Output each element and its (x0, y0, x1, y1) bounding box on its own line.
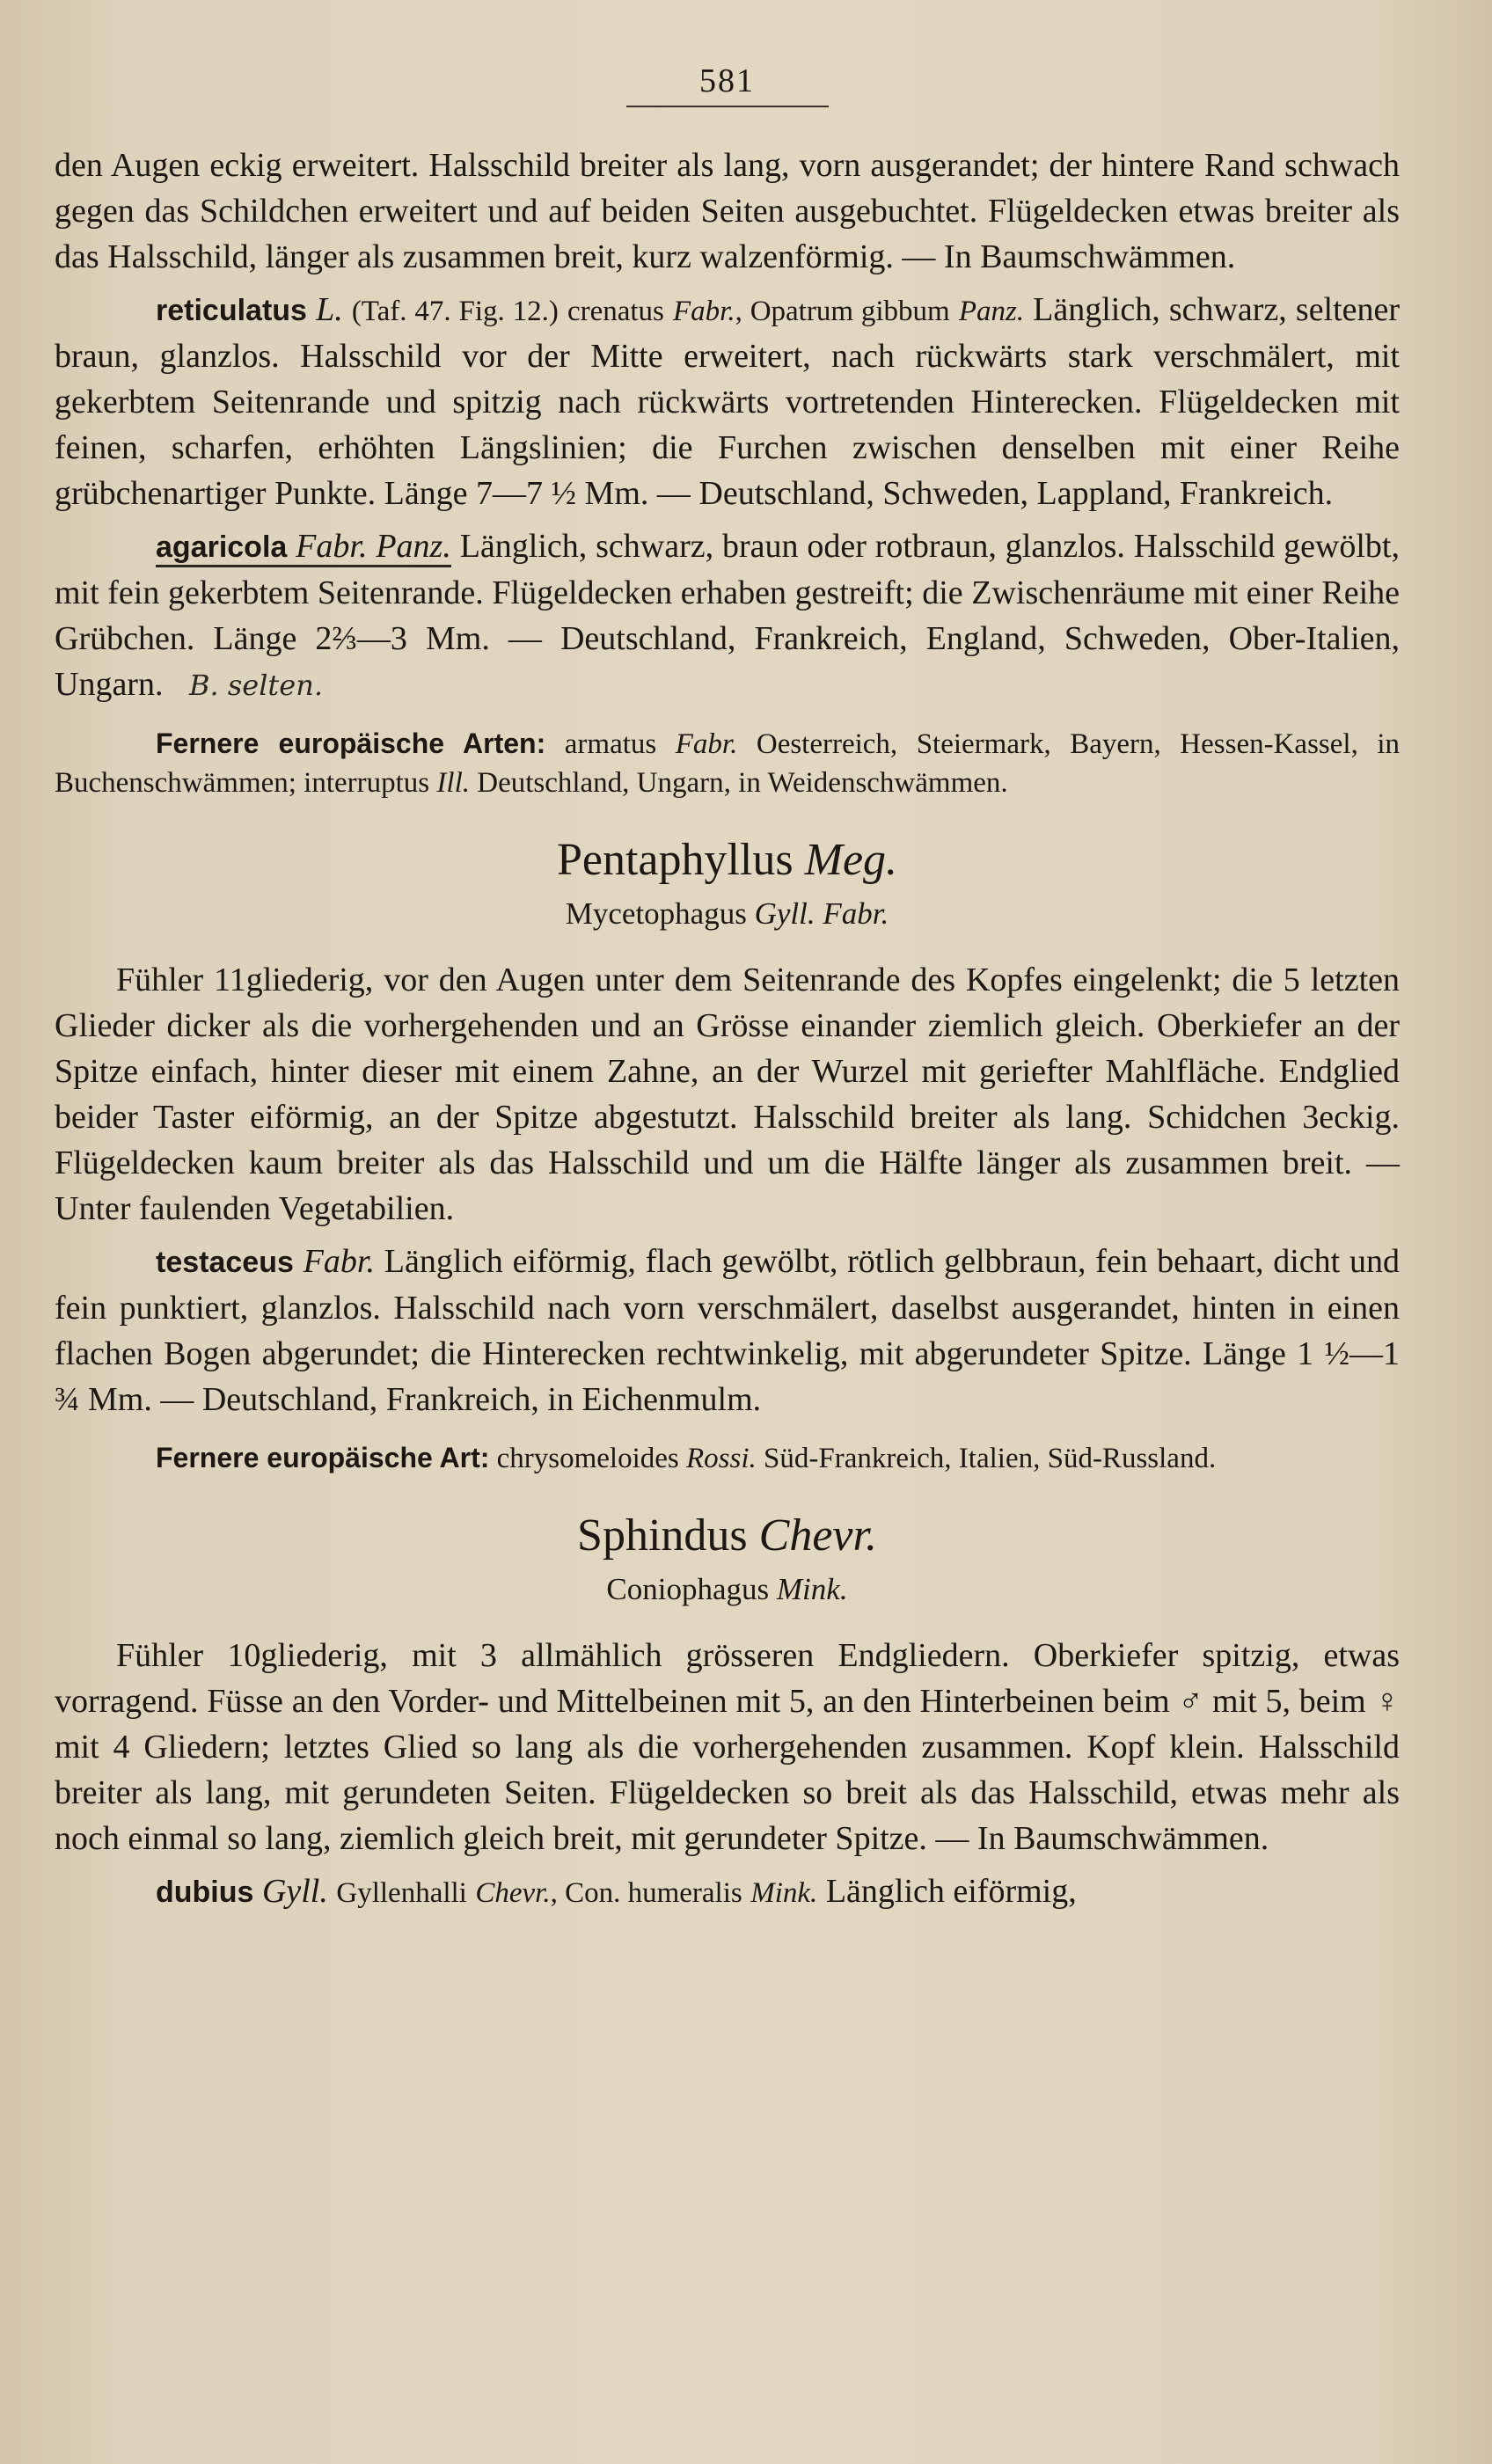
species-name: testaceus (156, 1246, 294, 1279)
species-description: Länglich eiförmig, (825, 1873, 1077, 1910)
species-author: Rossi. (686, 1443, 757, 1474)
page-number: 581 (699, 62, 755, 99)
synonym-name: Mycetophagus (565, 896, 747, 931)
synonym-author: Gyll. Fabr. (754, 896, 889, 931)
genus-name: Sphindus (577, 1510, 748, 1561)
species-text: Süd-Frankreich, Italien, Süd-Russland. (764, 1443, 1217, 1474)
genus-heading-sphindus (55, 1508, 1400, 1564)
synonym: , Con. humeralis (550, 1877, 742, 1909)
species-entry-dubius (55, 1868, 1400, 1915)
further-species-note (55, 1438, 1400, 1478)
species-text: chrysomeloides (496, 1443, 679, 1474)
genus-description: Fühler 10gliederig, mit 3 allmählich grösseren Endgliedern. Oberkiefer spitzig, etwas vorragend. Füsse an den Vorder- und Mittelbeinen mit 5, an den Hinterbeinen beim ♂ mit 5, beim ♀ mit 4 Gliedern; letztes Glied so lang als die vorhergehenden zusammen. Kopf klein. Halsschild breiter als lang, mit gerundeten Seiten. Flügeldecken so breit als das Halsschild, etwas mehr als noch einmal so lang, ziemlich gleich breit, mit gerundeter Spitze. — In Baumschwämmen. (55, 1637, 1400, 1857)
species-name: agaricola (156, 530, 288, 564)
genus-author: Meg. (804, 835, 898, 885)
species-entry-agaricola (55, 523, 1400, 708)
species-author: L. (316, 291, 343, 328)
synonym-author: Panz. (958, 296, 1025, 327)
further-species-note (55, 724, 1400, 802)
synonym: Gyllenhalli (336, 1877, 467, 1909)
plate-reference: (Taf. 47. Fig. 12.) (351, 296, 559, 327)
genus-heading-pentaphyllus (55, 832, 1400, 888)
species-entry-reticulatus (55, 287, 1400, 516)
further-species-label: Fernere europäische Arten: (156, 728, 546, 759)
species-author: Gyll. (261, 1873, 328, 1910)
synonym-name: Coniophagus (606, 1572, 770, 1606)
genus-name: Pentaphyllus (556, 835, 794, 885)
synonym-author: Mink. (750, 1877, 818, 1909)
paragraph-continuation: den Augen eckig erweitert. Halsschild breiter als lang, vorn ausgerandet; der hintere Rand schwach gegen das Schildchen erweitert und auf beiden Seiten ausgebuchtet. Flügeldecken etwas breiter als das Halsschild, länger als zusammen breit, kurz walzenförmig. — In Baumschwämmen. (55, 147, 1400, 275)
species-description: Länglich, schwarz, seltener braun, glanzlos. Halsschild vor der Mitte erweitert, nach rückwärts stark verschmälert, mit gekerbtem Seitenrande und spitzig nach rückwärts vortretenden Hinterecken. Flügeldecken mit feinen, scharfen, erhöhten Längslinien; die Furchen zwischen denselben mit einer Reihe grübchenartiger Punkte. Länge 7—7 ½ Mm. — Deutschland, Schweden, Lappland, Frankreich. (55, 291, 1401, 512)
further-species-label: Fernere europäische Art: (156, 1442, 490, 1473)
synonym: crenatus (567, 296, 664, 327)
synonym-author: Chevr. (475, 1877, 551, 1909)
synonym-author: Fabr. (673, 296, 735, 327)
synonym: , Opatrum gibbum (735, 296, 950, 327)
species-description: Länglich, schwarz, braun oder rotbraun, glanzlos. Halsschild gewölbt, mit fein gekerbtem Seitenrande. Flügeldecken erhaben gestreift; die Zwischenräume mit einer Reihe Grübchen. Länge 2⅔—3 Mm. — Deutschland, Frankreich, England, Schweden, Ober-Italien, Ungarn. (55, 528, 1400, 703)
species-name: reticulatus (156, 294, 307, 327)
species-text: Deutschland, Ungarn, in Weidenschwämmen. (477, 767, 1008, 799)
genus-synonym (55, 1569, 1400, 1610)
species-text: armatus (564, 728, 657, 760)
species-text: Oesterreich, Steiermark, Bayern, Hessen-Kassel, in Buchenschwämmen; interruptus (55, 728, 1401, 799)
species-name: dubius (156, 1875, 254, 1909)
species-author: Fabr. (303, 1243, 375, 1280)
handwritten-note: B. selten. (188, 669, 323, 702)
underlined-species (156, 528, 451, 567)
species-description: Länglich eiförmig, flach gewölbt, rötlich gelbbraun, fein behaart, dicht und fein punktiert, glanzlos. Halsschild nach vorn verschmälert, daselbst ausgerandet, hinten in einen flachen Bogen abgerundet; die Hinterecken rechtwinkelig, mit abgerundeter Spitze. Länge 1 ½—1 ¾ Mm. — Deutschland, Frankreich, in Eichenmulm. (55, 1243, 1400, 1418)
species-author: Ill. (436, 767, 470, 799)
genus-synonym (55, 894, 1400, 934)
species-author: Fabr. Panz. (296, 528, 451, 565)
page-number-rule (626, 106, 829, 107)
species-author: Fabr. (675, 728, 738, 760)
genus-author: Chevr. (758, 1510, 877, 1561)
genus-description: Fühler 11gliederig, vor den Augen unter dem Seitenrande des Kopfes eingelenkt; die 5 letzten Glieder dicker als die vorhergehenden und an Grösse einander ziemlich gleich. Oberkiefer an der Spitze einfach, hinter dieser mit einem Zahne, an der Wurzel mit geriefter Mahlfläche. Endglied beider Taster eiförmig, an der Spitze abgestutzt. Halsschild breiter als lang. Schidchen 3eckig. Flügeldecken kaum breiter als das Halsschild und um die Hälfte länger als zusammen breit. — Unter faulenden Vegetabilien. (55, 961, 1400, 1227)
synonym-author: Mink. (776, 1572, 848, 1606)
species-entry-testaceus (55, 1239, 1400, 1422)
